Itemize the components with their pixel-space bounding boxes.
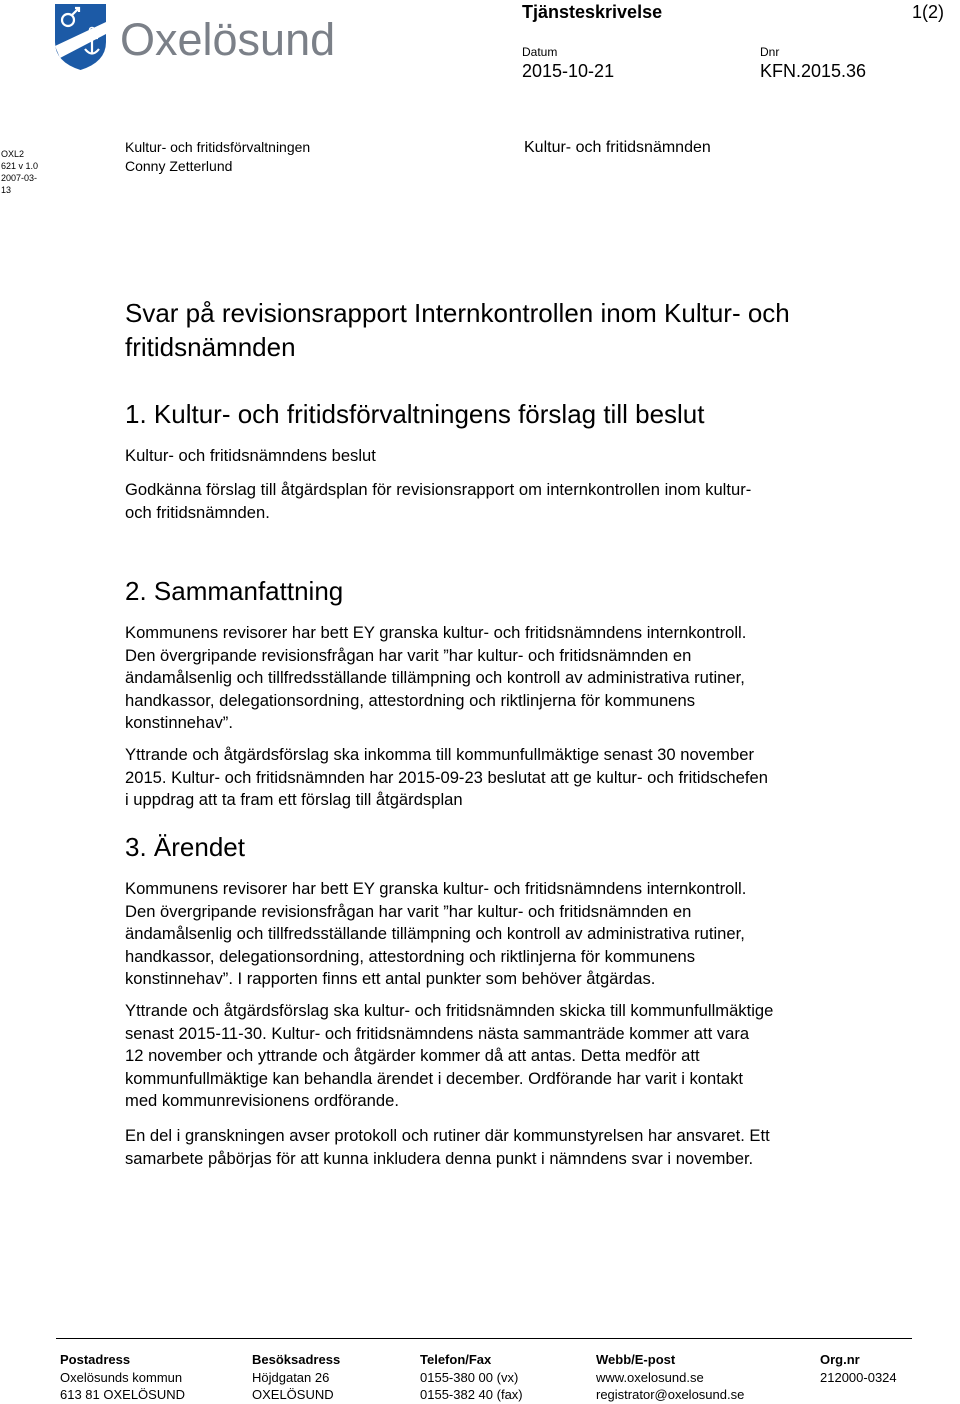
footer-heading: Besöksadress — [252, 1352, 341, 1367]
footer-heading: Webb/E-post — [596, 1352, 676, 1367]
footer-phone-fax — [420, 1351, 523, 1404]
sender-department: Kultur- och fritidsförvaltningen — [125, 139, 311, 155]
footer-website-link[interactable]: www.oxelosund.se — [596, 1369, 704, 1385]
section-heading-proposal: 1. Kultur- och fritidsförvaltningens förslag till beslut — [125, 399, 705, 429]
matter-paragraph: En del i granskningen avser protokoll och rutiner där kommunstyrelsen har ansvaret. Ett samarbete påbörjas för att kunna inkludera denna punkt i nämndens svar i november. — [125, 1126, 770, 1168]
page-title: Svar på revisionsrapport Internkontrollen inom Kultur- och fritidsnämnden — [125, 298, 790, 362]
footer-line: 212000-0324 — [820, 1369, 897, 1385]
section-heading-matter: 3. Ärendet — [125, 832, 245, 862]
footer-email-link[interactable]: registrator@oxelosund.se — [596, 1387, 745, 1402]
decision-text: Godkänna förslag till åtgärdsplan för revisionsrapport om internkontrollen inom kultur- och fritidsnämnden. — [125, 480, 752, 522]
summary-paragraph: Kommunens revisorer har bett EY granska kultur- och fritidsnämndens internkontroll. Den övergripande revisionsfrågan har varit ”har kultur- och fritidsnämnden en ändamålsenlig och tillfredsställande tillämpning och kontroll av administrativa rutiner, handkassor, delegationsordning, attestordning och riktlinjerna för kommunens konstinnehav”. — [125, 623, 747, 732]
dnr-label: Dnr — [760, 45, 780, 59]
matter-paragraph: Yttrande och åtgärdsförslag ska kultur- och fritidsnämnden skicka till kommunfullmäktige senast 2015-11-30. Kultur- och fritidsnämndens nästa sammanträde kommer att vara 12 november och yttrande och åtgärder kommer då att antas. Detta medför att kommunfullmäktige kan behandla ärendet i december. Ordförande har varit i kontakt med kommunrevisionens ordförande. — [125, 1001, 774, 1110]
footer-line: 0155-382 40 (fax) — [420, 1387, 523, 1402]
footer-line: OXELÖSUND — [252, 1387, 334, 1402]
date-label: Datum — [522, 45, 558, 59]
matter-paragraph: Kommunens revisorer har bett EY granska kultur- och fritidsnämndens internkontroll. Den övergripande revisionsfrågan har varit ”har kultur- och fritidsnämnden en ändamålsenlig och tillfredsställande tillämpning och kontroll av administrativa rutiner, handkassor, delegationsordning, attestordning och riktlinjerna för kommunens konstinnehav”. I rapporten finns ett antal punkter som behöver åtgärdas. — [125, 879, 747, 988]
footer-divider — [56, 1338, 912, 1339]
dnr-value: KFN.2015.36 — [760, 61, 867, 81]
footer-line: Oxelösunds kommun — [60, 1369, 183, 1385]
footer-line: Höjdgatan 26 — [252, 1369, 330, 1385]
decision-heading: Kultur- och fritidsnämndens beslut — [125, 446, 376, 465]
footer-line: 613 81 OXELÖSUND — [60, 1387, 186, 1402]
footer-heading: Org.nr — [820, 1352, 860, 1367]
footer-line: 0155-380 00 (vx) — [420, 1369, 519, 1385]
recipient: Kultur- och fritidsnämnden — [524, 139, 711, 156]
summary-paragraph: Yttrande och åtgärdsförslag ska inkomma till kommunfullmäktige senast 30 november 2015. Kultur- och fritidsnämnden har 2015-09-23 beslutat att ge kultur- och fritidschefen i uppdrag att ta fram ett förslag till åtgärdsplan — [125, 745, 768, 809]
document-type: Tjänsteskrivelse — [522, 2, 663, 22]
sender-name: Conny Zetterlund — [125, 158, 233, 174]
coat-of-arms-icon — [55, 4, 106, 70]
footer-heading: Telefon/Fax — [420, 1352, 492, 1367]
section-heading-summary: 2. Sammanfattning — [125, 576, 344, 606]
municipality-logo — [52, 2, 370, 70]
footer-visit-address — [252, 1351, 340, 1404]
footer-web-email — [596, 1351, 744, 1404]
footer-heading: Postadress — [60, 1352, 131, 1367]
page-number: 1(2) — [912, 2, 945, 22]
logo-wordmark: Oxelösund — [120, 14, 336, 65]
footer-org-number — [820, 1351, 897, 1386]
date-value: 2015-10-21 — [522, 61, 615, 81]
form-code: OXL2 621 v 1.0 2007-03-13 — [1, 149, 39, 195]
footer-postal-address — [60, 1351, 185, 1404]
